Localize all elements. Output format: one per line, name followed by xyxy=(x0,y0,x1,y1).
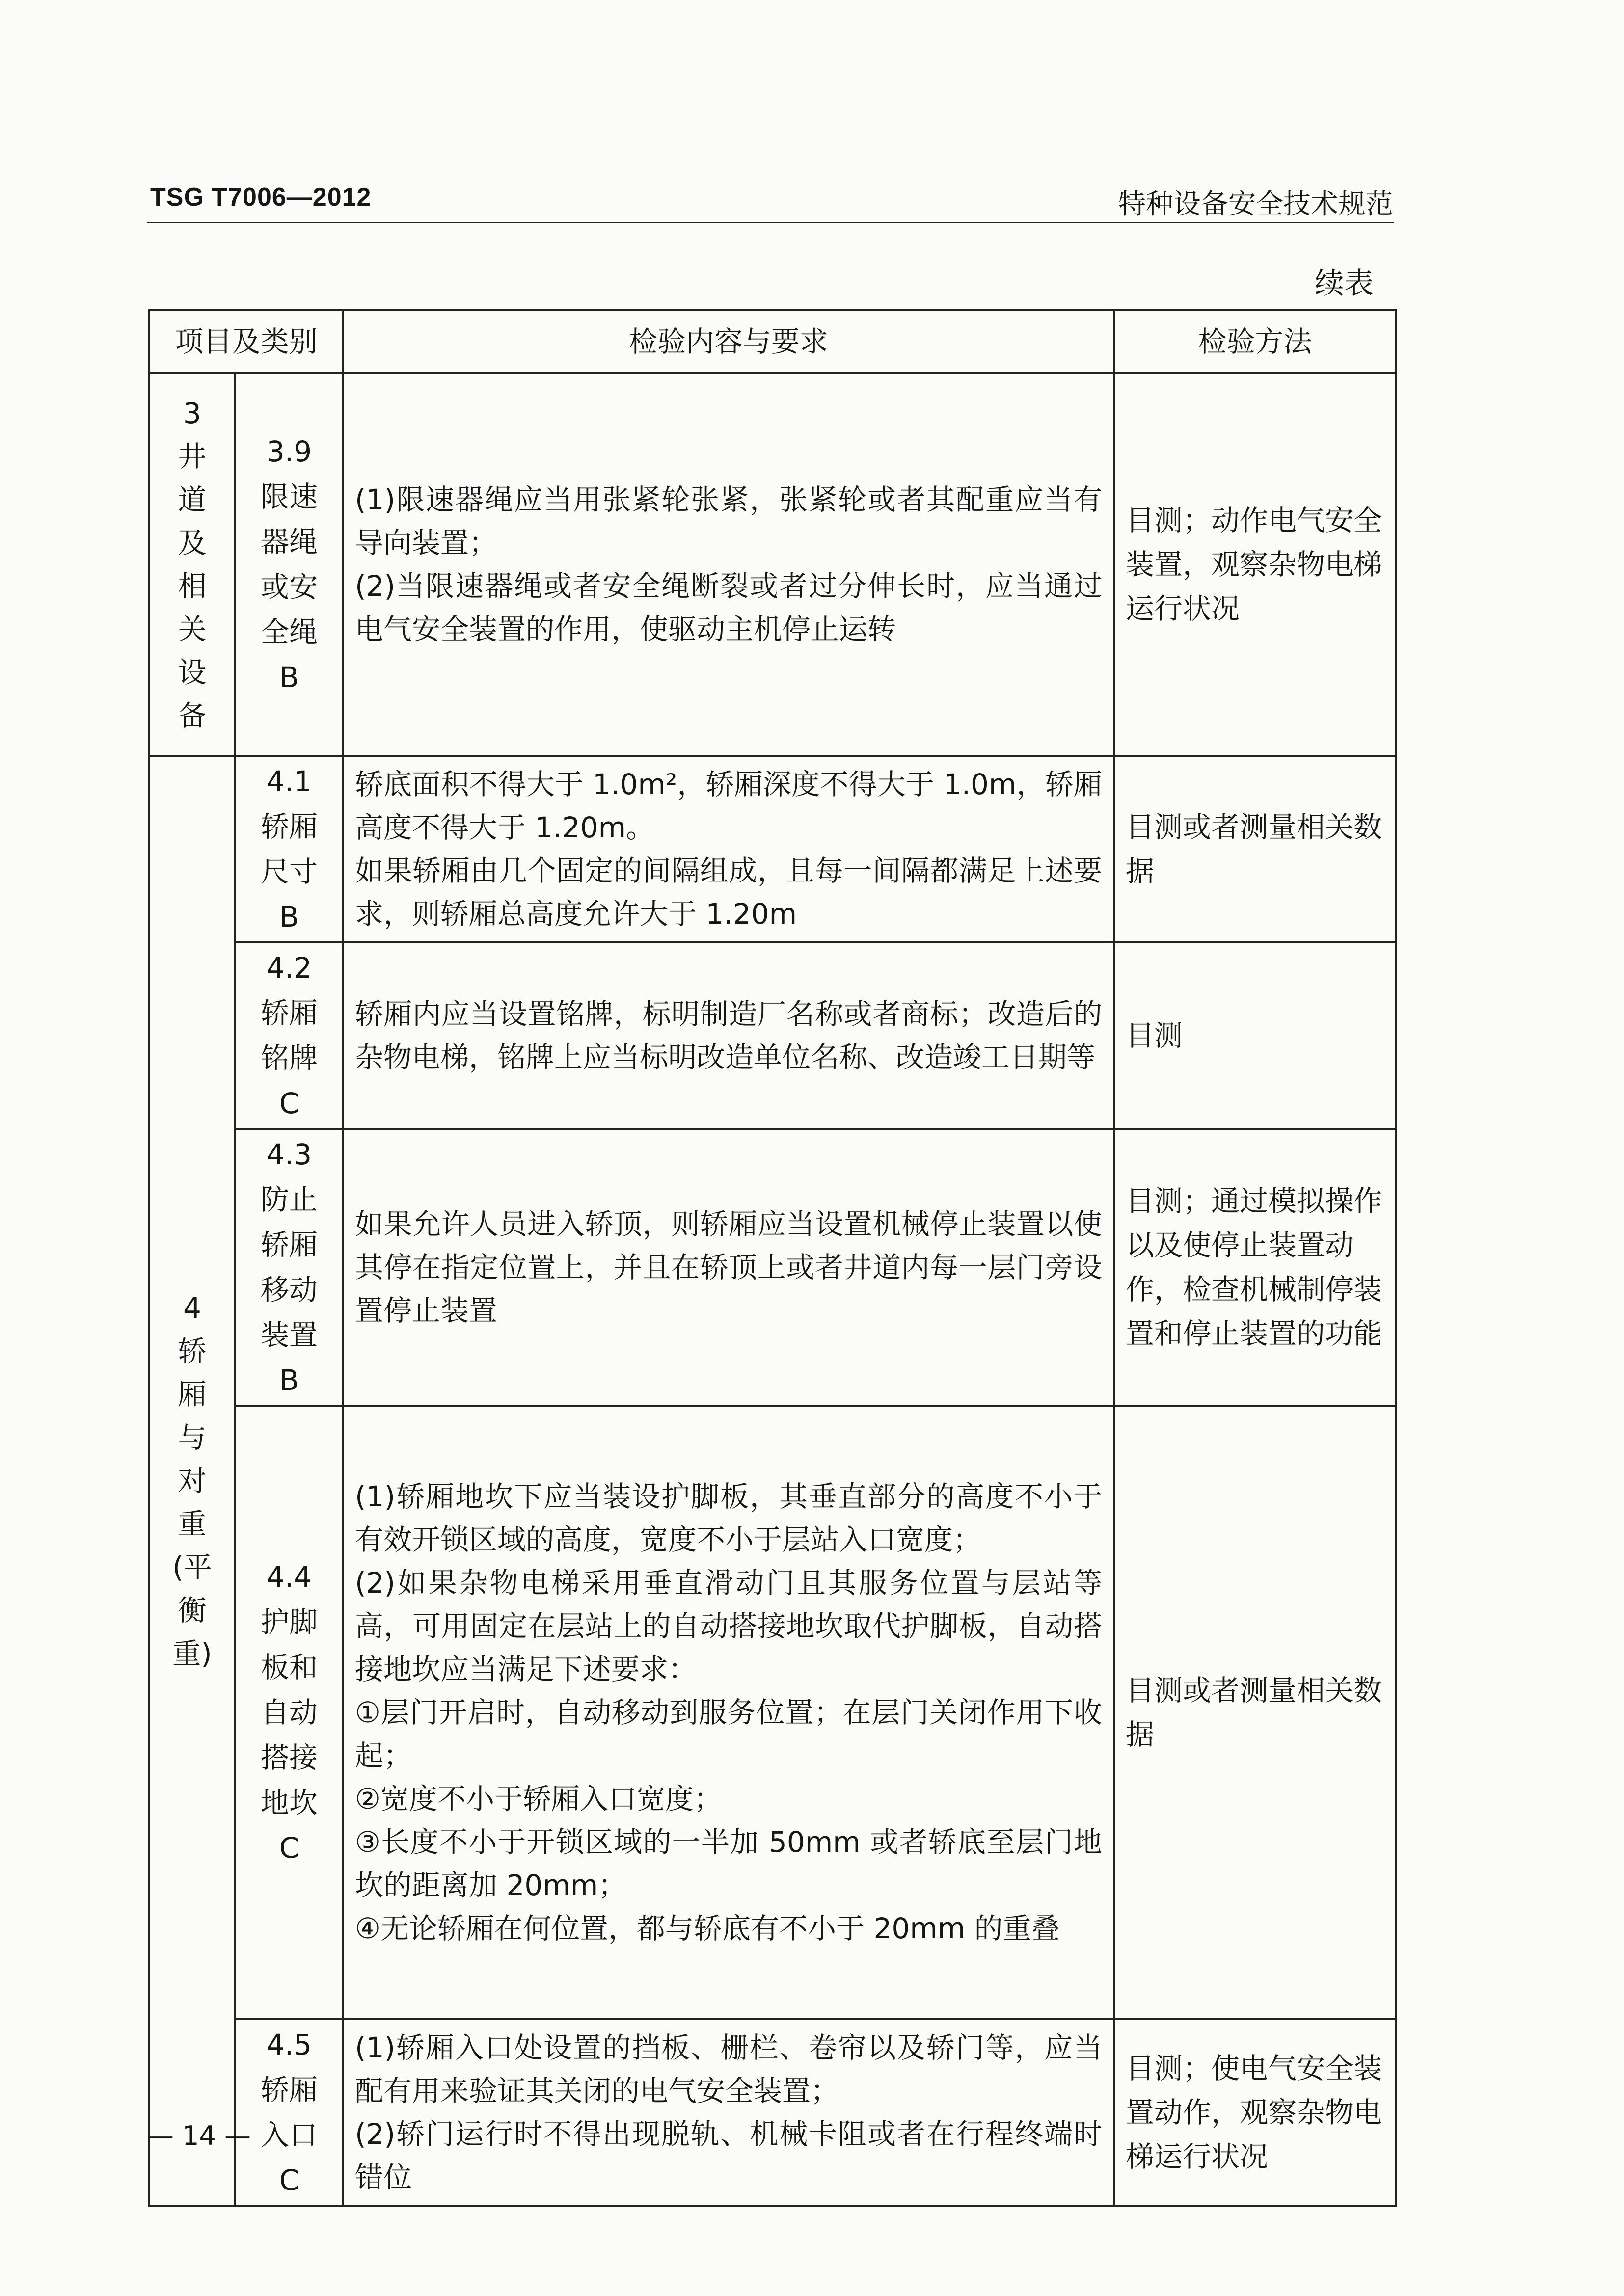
document-code: TSG T7006—2012 xyxy=(150,183,372,212)
item-code-line: 全绳 xyxy=(261,615,318,649)
header-divider xyxy=(147,222,1394,223)
requirement-cell xyxy=(343,1406,1114,2019)
requirement-text: 如果轿厢由几个固定的间隔组成，且每一间隔都满足上述要求，则轿厢总高度允许大于 1.20m xyxy=(355,854,1103,931)
item-code-line: 地坎 xyxy=(261,1786,318,1819)
table-header-row xyxy=(149,310,1396,373)
table-row xyxy=(149,373,1396,756)
item-code-cell xyxy=(235,1406,343,2019)
requirement-cell xyxy=(343,2019,1114,2206)
method-cell: 目测 xyxy=(1114,942,1396,1129)
item-code-line: B xyxy=(279,900,299,934)
category-label-char: 井 xyxy=(178,440,207,473)
requirement-cell xyxy=(343,373,1114,756)
requirement-text: (2)轿门运行时不得出现脱轨、机械卡阻或者在行程终端时错位 xyxy=(355,2117,1103,2194)
requirement-text: (2)如果杂物电梯采用垂直滑动门且其服务位置与层站等高，可用固定在层站上的自动搭接地坎取代护脚板，自动搭接地坎应当满足下述要求： xyxy=(355,1566,1103,1686)
continued-table-label: 续表 xyxy=(1315,267,1374,301)
category-label-char: 3 xyxy=(183,397,201,430)
category-label-char: 备 xyxy=(178,699,207,732)
method-cell: 目测；使电气安全装置动作，观察杂物电梯运行状况 xyxy=(1114,2019,1396,2206)
item-code-line: C xyxy=(279,2163,299,2197)
item-code-line: 轿厢 xyxy=(261,1228,318,1261)
requirement-text: ①层门开启时，自动移动到服务位置；在层门关闭作用下收起； xyxy=(355,1696,1103,1772)
category-group-cell xyxy=(149,756,235,2206)
category-label-char: (平 xyxy=(172,1550,212,1584)
table-row xyxy=(149,1406,1396,2019)
category-label-char: 4 xyxy=(183,1291,201,1325)
item-code-line: 护脚 xyxy=(261,1605,318,1639)
item-code-line: 限速 xyxy=(261,480,318,513)
item-code-line: 器绳 xyxy=(261,525,318,559)
category-label-char: 重 xyxy=(178,1507,207,1541)
item-code-line: 移动 xyxy=(261,1273,318,1307)
category-label-char: 相 xyxy=(178,569,207,603)
requirement-text: (1)轿厢入口处设置的挡板、栅栏、卷帘以及轿门等，应当配有用来验证其关闭的电气安全装置； xyxy=(355,2031,1103,2108)
header-requirements: 检验内容与要求 xyxy=(343,310,1114,373)
requirement-text: ④无论轿厢在何位置，都与轿底有不小于 20mm 的重叠 xyxy=(355,1912,1060,1945)
requirement-text: ②宽度不小于轿厢入口宽度； xyxy=(355,1782,723,1815)
item-code-line: 3.9 xyxy=(266,435,312,468)
item-code-line: 入口 xyxy=(261,2118,318,2152)
category-label-char: 厢 xyxy=(178,1378,207,1411)
item-code-cell xyxy=(235,2019,343,2206)
table-row xyxy=(149,1129,1396,1406)
page-number: — 14 — xyxy=(147,2120,251,2151)
item-code-line: 尺寸 xyxy=(261,855,318,888)
item-code-cell xyxy=(235,373,343,756)
item-code-line: B xyxy=(279,1363,299,1397)
requirement-text: (1)限速器绳应当用张紧轮张紧，张紧轮或者其配重应当有导向装置； xyxy=(355,483,1103,560)
item-code-line: 4.1 xyxy=(266,765,312,798)
category-group-cell xyxy=(149,373,235,756)
item-code-line: 4.3 xyxy=(266,1138,312,1171)
category-label-char: 关 xyxy=(178,613,207,646)
table-row xyxy=(149,2019,1396,2206)
item-code-line: 自动 xyxy=(261,1696,318,1729)
method-cell: 目测或者测量相关数据 xyxy=(1114,756,1396,942)
item-code-line: 铭牌 xyxy=(261,1041,318,1075)
header-category: 项目及类别 xyxy=(149,310,343,373)
requirement-text: ③长度不小于开锁区域的一半加 50mm 或者轿底至层门地坎的距离加 20mm； xyxy=(355,1825,1103,1902)
category-label-char: 与 xyxy=(178,1421,207,1454)
requirement-text: 如果允许人员进入轿顶，则轿厢应当设置机械停止装置以使其停在指定位置上，并且在轿顶上或者井道内每一层门旁设置停止装置 xyxy=(355,1207,1103,1327)
requirement-cell xyxy=(343,1129,1114,1406)
method-cell: 目测或者测量相关数据 xyxy=(1114,1406,1396,2019)
requirement-text: (2)当限速器绳或者安全绳断裂或者过分伸长时，应当通过电气安全装置的作用，使驱动主机停止运转 xyxy=(355,569,1103,646)
item-code-line: 4.2 xyxy=(266,951,312,985)
item-code-cell xyxy=(235,942,343,1129)
requirement-cell xyxy=(343,942,1114,1129)
item-code-line: 轿厢 xyxy=(261,2073,318,2107)
item-code-line: 轿厢 xyxy=(261,996,318,1030)
document-series-title: 特种设备安全技术规范 xyxy=(1118,188,1393,220)
item-code-cell xyxy=(235,756,343,942)
category-label-char: 衡 xyxy=(178,1594,207,1627)
item-code-line: C xyxy=(279,1087,299,1120)
item-code-line: 板和 xyxy=(261,1651,318,1684)
item-code-line: B xyxy=(279,661,299,694)
inspection-table xyxy=(148,309,1397,2207)
requirement-cell xyxy=(343,756,1114,942)
table-row xyxy=(149,756,1396,942)
category-label-char: 轿 xyxy=(178,1335,207,1368)
table-row xyxy=(149,942,1396,1129)
method-cell: 目测；动作电气安全装置，观察杂物电梯运行状况 xyxy=(1114,373,1396,756)
category-label-char: 对 xyxy=(178,1464,207,1497)
item-code-line: 装置 xyxy=(261,1318,318,1352)
category-label-char: 道 xyxy=(178,483,207,516)
requirement-text: (1)轿厢地坎下应当装设护脚板，其垂直部分的高度不小于有效开锁区域的高度，宽度不小于层站入口宽度； xyxy=(355,1480,1103,1556)
requirement-text: 轿底面积不得大于 1.0m²，轿厢深度不得大于 1.0m，轿厢高度不得大于 1.20m。 xyxy=(355,768,1103,844)
item-code-line: 轿厢 xyxy=(261,810,318,843)
category-label-char: 重) xyxy=(172,1637,212,1670)
requirement-text: 轿厢内应当设置铭牌，标明制造厂名称或者商标；改造后的杂物电梯，铭牌上应当标明改造单位名称、改造竣工日期等 xyxy=(355,997,1103,1074)
item-code-line: 搭接 xyxy=(261,1741,318,1774)
item-code-cell xyxy=(235,1129,343,1406)
item-code-line: 4.4 xyxy=(266,1560,312,1594)
category-label-char: 设 xyxy=(178,656,207,689)
item-code-line: 4.5 xyxy=(266,2028,312,2061)
item-code-line: 防止 xyxy=(261,1183,318,1216)
category-label-char: 及 xyxy=(178,526,207,560)
method-cell: 目测；通过模拟操作以及使停止装置动作，检查机械制停装置和停止装置的功能 xyxy=(1114,1129,1396,1406)
item-code-line: 或安 xyxy=(261,570,318,604)
table-body xyxy=(149,373,1396,2206)
header-method: 检验方法 xyxy=(1114,310,1396,373)
item-code-line: C xyxy=(279,1831,299,1865)
